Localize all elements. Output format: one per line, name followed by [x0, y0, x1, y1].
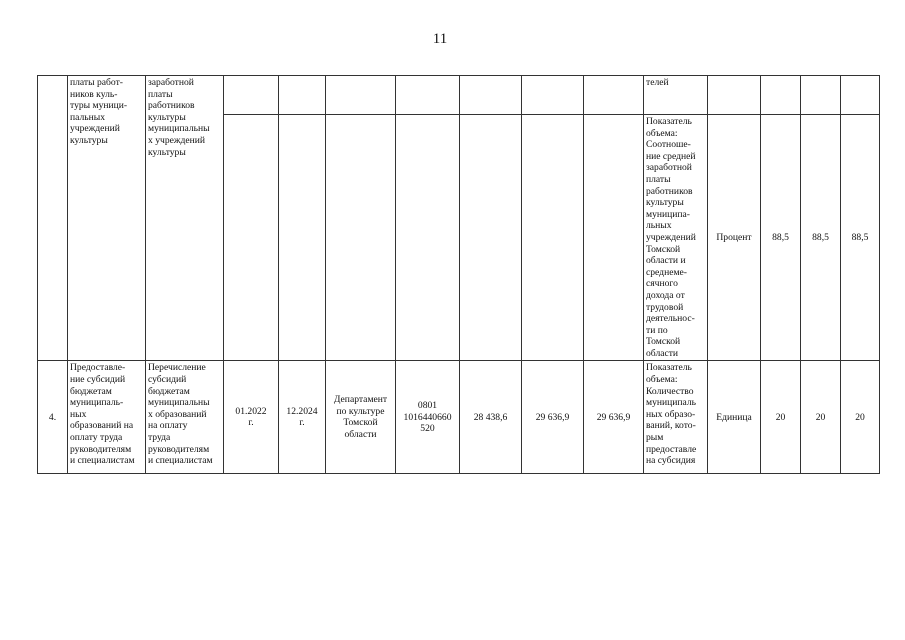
funding-year1-cell: 28 438,6: [460, 361, 522, 474]
indicator-year1-cell: 20: [761, 361, 801, 474]
indicator-year2-cell: 20: [801, 361, 841, 474]
unit-cell: Процент: [708, 115, 761, 361]
funding-year1-cell: [460, 115, 522, 361]
executor-cell: Департамент по культуре Томской области: [326, 361, 396, 474]
funding-year2-cell: [522, 76, 584, 115]
end-date-cell: 12.2024 г.: [279, 361, 326, 474]
end-date-cell: [279, 115, 326, 361]
indicator-year2-cell: [801, 76, 841, 115]
table-row: [38, 361, 880, 474]
activity-name-cell: Предоставле- ние субсидий бюджетам муниципаль- ных образований на оплату труда руководителям и специалистам: [68, 361, 146, 474]
row-number-cell: 4.: [38, 361, 68, 474]
row-number-cell: [38, 76, 68, 361]
start-date-cell: 01.2022 г.: [224, 361, 279, 474]
start-date-cell: [224, 76, 279, 115]
funding-year1-cell: [460, 76, 522, 115]
start-date-cell: [224, 115, 279, 361]
budget-code-cell: [396, 115, 460, 361]
indicator-cell: Показатель объема: Соотноше- ние средней заработной платы работников культуры муниципа- льных учреждений Томской области и среднеме- сячного дохода от трудовой деятельнос- ти по Томской области: [644, 115, 708, 361]
funding-year2-cell: 29 636,9: [522, 361, 584, 474]
indicator-cell: Показатель объема: Количество муниципаль ных образо- ваний, кото- рым предоставле на субсидия: [644, 361, 708, 474]
activity-name-cell: платы работ- ников куль- туры муници- пальных учреждений культуры: [68, 76, 146, 361]
activity-description-cell: заработной платы работников культуры муниципальны х учреждений культуры: [146, 76, 224, 361]
funding-year3-cell: [584, 76, 644, 115]
indicator-year3-cell: 20: [841, 361, 880, 474]
indicator-year1-cell: 88,5: [761, 115, 801, 361]
indicator-year3-cell: [841, 76, 880, 115]
unit-cell: [708, 76, 761, 115]
indicator-year3-cell: 88,5: [841, 115, 880, 361]
page-number: 11: [432, 31, 448, 47]
activity-description-cell: Перечисление субсидий бюджетам муниципальны х образований на оплату труда руководителям и специалистам: [146, 361, 224, 474]
indicator-year2-cell: 88,5: [801, 115, 841, 361]
budget-code-cell: 0801 1016440660 520: [396, 361, 460, 474]
unit-cell: Единица: [708, 361, 761, 474]
executor-cell: [326, 115, 396, 361]
indicator-year1-cell: [761, 76, 801, 115]
funding-year3-cell: 29 636,9: [584, 361, 644, 474]
indicator-cell: телей: [644, 76, 708, 115]
budget-code-cell: [396, 76, 460, 115]
executor-cell: [326, 76, 396, 115]
funding-year2-cell: [522, 115, 584, 361]
funding-year3-cell: [584, 115, 644, 361]
end-date-cell: [279, 76, 326, 115]
program-activities-table: [37, 75, 880, 474]
table-row: [38, 76, 880, 115]
